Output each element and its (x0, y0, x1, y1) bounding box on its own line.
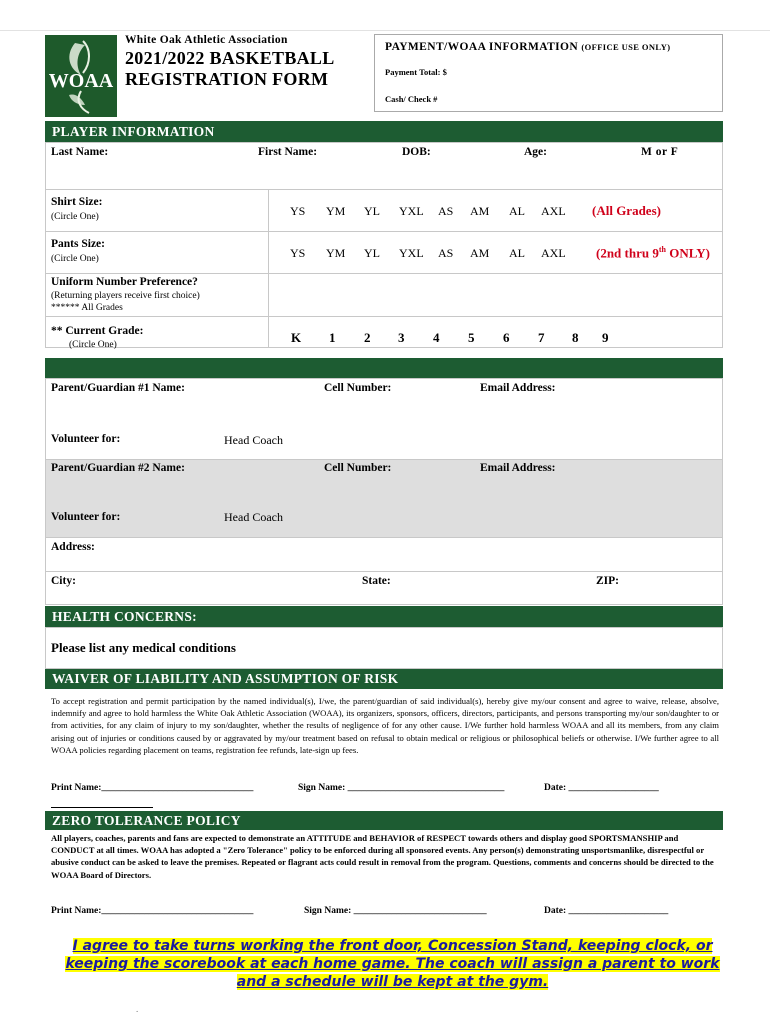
divider (45, 571, 723, 572)
grade-option[interactable]: 1 (329, 330, 336, 345)
woaa-logo (45, 35, 117, 117)
grade-option[interactable]: 9 (602, 330, 609, 345)
column-divider (268, 189, 269, 348)
zero-tolerance-text: All players, coaches, parents and fans are expected to demonstrate an ATTITUDE and BEHAVIOR of RESPECT towards others and display good SPORTSMANSHIP and CONDUCT at all times. WOAA has adopted a "Zero Tolerance" policy to be enforced during all sponsored events. Any person(s) demonstrating unsportsmanlike, disrespectful or abusive conduct can be asked to leave the premises. Repeated or flagrant acts could result in removal from the program. Questions, comments and concerns should be directed to the WOAA Board of Directors. (51, 833, 714, 880)
current-grade-note: (Circle One) (69, 340, 117, 350)
pants-scope-note: (2nd thru 9th ONLY) (596, 245, 710, 261)
organization-name: White Oak Athletic Association (125, 34, 288, 46)
zero-tolerance-header: ZERO TOLERANCE POLICY (45, 811, 723, 830)
address-field[interactable]: Address: (51, 541, 95, 553)
waiver-text: To accept registration and permit participation by the named individual(s), I/we, the parent/guardian of said individual(s), hereby give my/our consent and agree to waive, release, absolve, indemnify and agree to hold harmless the White Oak Athletic Association (WOAA), its organizers, sponsors, officers, directors, participants, and persons transporting my/our son/daughter to or from activities, for any claim of injury to my son/daughter, whether the results of negligence of for any other cause. I/We further hold harmless WOAA and all its members, from any claim arising out of injuries or conditions caused by or aggravated by my/our treatment based on refusal to obtain medical or religious or philosophical beliefs or otherwise. I/We further agree to all WOAA policies regarding placement on teams, registration fee refunds, late-sign up fees. (51, 696, 719, 755)
guardian2-email-field[interactable]: Email Address: (480, 462, 556, 474)
top-rule (0, 30, 770, 31)
divider (45, 273, 723, 274)
grade-option[interactable]: 6 (503, 330, 510, 345)
logo-lettering: WOAA (48, 70, 114, 92)
grade-option[interactable]: 8 (572, 330, 579, 345)
divider (45, 231, 723, 232)
current-grade-label: ** Current Grade: (51, 325, 144, 337)
shirt-size-option[interactable]: AL (509, 204, 525, 218)
grade-option[interactable]: K (291, 330, 302, 345)
pants-size-option[interactable]: AL (509, 246, 525, 260)
waiver-sign-name-field[interactable]: Sign Name: _________________________________ (298, 783, 505, 793)
waiver-date-field[interactable]: Date: ___________________ (544, 783, 659, 793)
uniform-number-label: Uniform Number Preference? (51, 276, 198, 288)
shirt-size-note: (Circle One) (51, 212, 99, 222)
uniform-note-returning: (Returning players receive first choice) (51, 291, 200, 301)
waiver-print-name-field[interactable]: Print Name:________________________________ (51, 783, 254, 793)
guardian1-name-field[interactable]: Parent/Guardian #1 Name: (51, 382, 185, 394)
shirt-scope-note: (All Grades) (592, 203, 661, 218)
guardian1-volunteer-head-coach[interactable]: Head Coach (224, 433, 283, 447)
payment-total-field[interactable]: Payment Total: $ (385, 67, 447, 77)
guardian2-cell-field[interactable]: Cell Number: (324, 462, 392, 474)
city-field[interactable]: City: (51, 575, 76, 587)
shirt-size-label: Shirt Size: (51, 196, 103, 208)
guardian2-volunteer-label: Volunteer for: (51, 511, 121, 523)
age-field[interactable]: Age: (524, 146, 547, 158)
divider (45, 189, 723, 190)
grade-option[interactable]: 5 (468, 330, 475, 345)
uniform-note-grades: ****** All Grades (51, 303, 123, 313)
zt-date-field[interactable]: Date: _____________________ (544, 906, 669, 916)
payment-subtitle: (OFFICE USE ONLY) (581, 42, 671, 52)
guardian1-cell-field[interactable]: Cell Number: (324, 382, 392, 394)
guardian2-name-field[interactable]: Parent/Guardian #2 Name: (51, 462, 185, 474)
pants-size-option[interactable]: YL (364, 246, 380, 260)
guardian1-email-field[interactable]: Email Address: (480, 382, 556, 394)
guardian1-volunteer-label: Volunteer for: (51, 433, 121, 445)
guardian2-volunteer-head-coach[interactable]: Head Coach (224, 510, 283, 524)
guardian-header-bar (45, 358, 723, 378)
form-title-line2: REGISTRATION FORM (125, 69, 329, 89)
form-title-line1: 2021/2022 BASKETBALL (125, 48, 335, 68)
pants-size-label: Pants Size: (51, 238, 105, 250)
grade-option[interactable]: 7 (538, 330, 545, 345)
zt-sign-name-field[interactable]: Sign Name: ____________________________ (304, 906, 487, 916)
state-field[interactable]: State: (362, 575, 391, 587)
shirt-size-option[interactable]: YXL (399, 204, 424, 218)
zip-field[interactable]: ZIP: (596, 575, 619, 587)
divider (45, 316, 723, 317)
grade-option[interactable]: 3 (398, 330, 405, 345)
waiver-date-underline (51, 807, 153, 808)
shirt-size-option[interactable]: AM (470, 204, 490, 218)
shirt-size-option[interactable]: AS (438, 204, 454, 218)
waiver-header: WAIVER OF LIABILITY AND ASSUMPTION OF RISK (45, 669, 723, 689)
first-name-field[interactable]: First Name: (258, 146, 318, 158)
uniform-number-field[interactable] (270, 276, 720, 314)
shirt-size-option[interactable]: YL (364, 204, 380, 218)
shirt-size-option[interactable]: YM (326, 204, 346, 218)
pants-size-option[interactable]: AS (438, 246, 454, 260)
player-info-header: PLAYER INFORMATION (45, 121, 723, 142)
zt-print-name-field[interactable]: Print Name:________________________________ (51, 906, 254, 916)
payment-title: PAYMENT/WOAA INFORMATION (OFFICE USE ONLY) (385, 41, 671, 53)
last-name-field[interactable]: Last Name: (51, 146, 109, 158)
pants-size-option[interactable]: YM (326, 246, 346, 260)
medical-conditions-field[interactable]: Please list any medical conditions (51, 640, 236, 655)
gender-field[interactable]: M or F (641, 146, 679, 158)
dob-field[interactable]: DOB: (402, 146, 431, 158)
pants-size-option[interactable]: YS (290, 246, 306, 260)
stray-mark: . (136, 1004, 139, 1014)
volunteer-pledge: I agree to take turns working the front door, Concession Stand, keeping clock, or keeping the scorebook at each home game. The coach will assign a parent to work and a schedule will be kept at the gym. (65, 938, 720, 990)
pants-size-option[interactable]: AXL (541, 246, 566, 260)
pants-size-option[interactable]: AM (470, 246, 490, 260)
grade-option[interactable]: 4 (433, 330, 440, 345)
cash-check-field[interactable]: Cash/ Check # (385, 94, 438, 104)
shirt-size-option[interactable]: YS (290, 204, 306, 218)
divider (45, 459, 723, 460)
pants-size-option[interactable]: YXL (399, 246, 424, 260)
pants-size-note: (Circle One) (51, 254, 99, 264)
divider (45, 537, 723, 538)
grade-option[interactable]: 2 (364, 330, 371, 345)
health-header: HEALTH CONCERNS: (45, 606, 723, 627)
shirt-size-option[interactable]: AXL (541, 204, 566, 218)
